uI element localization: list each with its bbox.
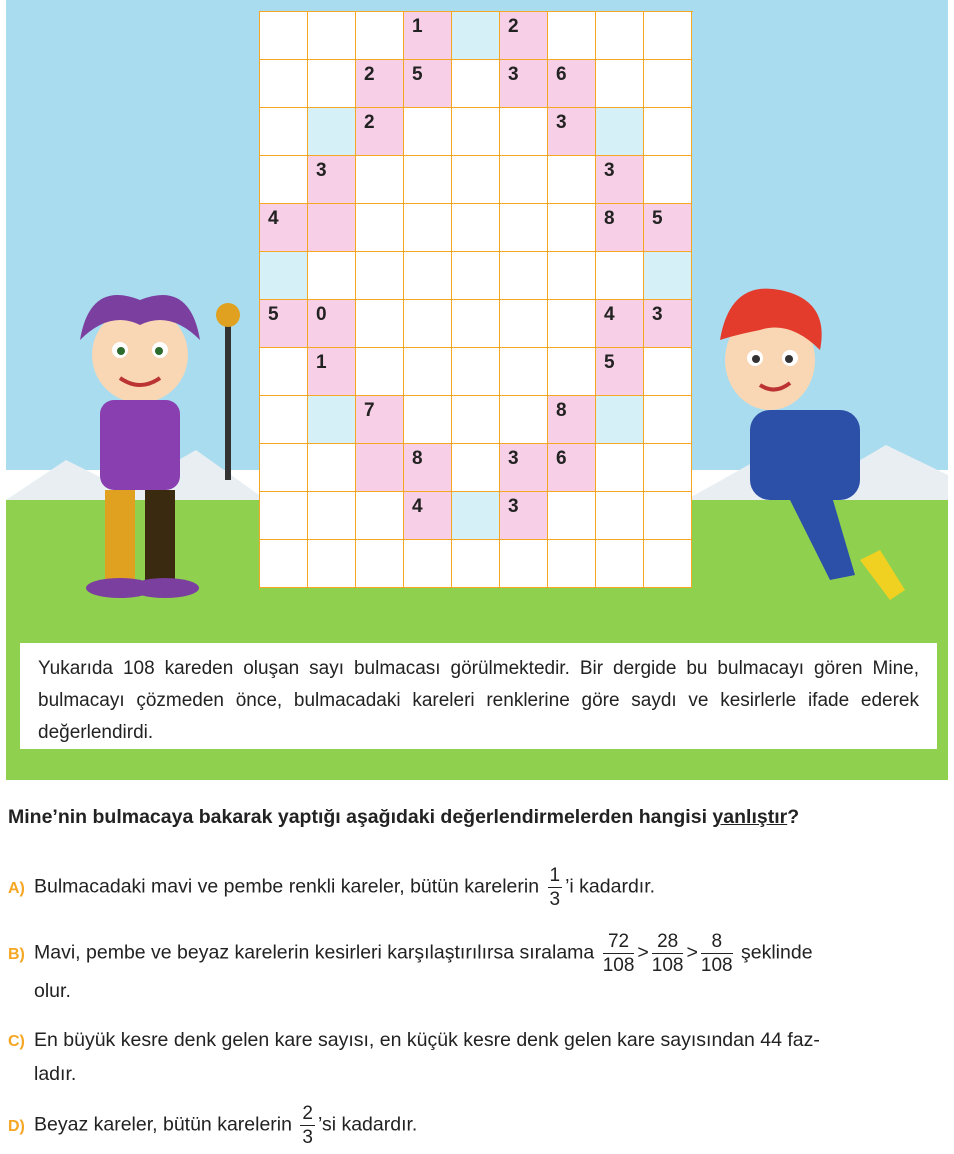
puzzle-cell [548,300,596,348]
puzzle-cell [548,540,596,588]
option-d-frac-den: 3 [302,1127,313,1148]
question-underlined: yanlıştır [712,806,788,828]
puzzle-cell [356,300,404,348]
puzzle-cell [308,492,356,540]
option-b[interactable] [8,932,948,1007]
puzzle-cell [644,444,692,492]
puzzle-cell: 2 [356,60,404,108]
puzzle-cell [260,252,308,300]
puzzle-cell [260,12,308,60]
puzzle-cell: 6 [548,60,596,108]
puzzle-cell [452,12,500,60]
puzzle-cell [452,108,500,156]
boy-illustration [690,280,940,610]
option-d-text-after: ’si kadardır. [317,1113,418,1136]
puzzle-cell: 6 [548,444,596,492]
puzzle-cell: 7 [356,396,404,444]
option-a-frac-num: 1 [549,865,561,886]
puzzle-cell [644,60,692,108]
question-after: ? [787,806,800,828]
option-a-text: Bulmacadaki mavi ve pembe renkli kareler, bütün karelerin [34,875,540,898]
puzzle-cell [308,204,356,252]
puzzle-cell: 5 [260,300,308,348]
puzzle-cell [548,252,596,300]
puzzle-cell [452,348,500,396]
puzzle-cell [452,396,500,444]
puzzle-cell [644,252,692,300]
puzzle-cell: 3 [548,108,596,156]
puzzle-cell [548,492,596,540]
puzzle-cell [308,540,356,588]
question-before: Mine’nin bulmacaya bakarak yaptığı aşağıdaki değerlendirmelerden hangisi [8,806,713,828]
puzzle-cell [260,492,308,540]
puzzle-cell [452,204,500,252]
puzzle-cell [404,396,452,444]
puzzle-cell [308,444,356,492]
puzzle-cell [596,60,644,108]
puzzle-cell: 4 [596,300,644,348]
option-c[interactable] [8,1024,948,1090]
puzzle-cell [356,156,404,204]
option-b-fraction-3 [701,932,733,975]
puzzle-cell [260,156,308,204]
puzzle-cell: 5 [644,204,692,252]
puzzle-cell: 3 [308,156,356,204]
puzzle-cell: 5 [596,348,644,396]
puzzle-cell [500,540,548,588]
puzzle-cell [452,444,500,492]
option-c-line2: ladır. [34,1063,77,1085]
option-b-f2-den: 108 [651,955,684,976]
option-d-fraction [300,1104,315,1147]
option-d[interactable] [8,1104,948,1147]
puzzle-cell: 2 [500,12,548,60]
puzzle-cell [548,12,596,60]
option-a-fraction [548,866,563,909]
puzzle-cell [644,348,692,396]
option-b-text: Mavi, pembe ve beyaz karelerin kesirleri karşılaştırılırsa sıralama [34,941,595,964]
option-a-frac-den: 3 [549,889,561,910]
puzzle-cell [308,60,356,108]
puzzle-cell [308,252,356,300]
puzzle-cell [404,204,452,252]
puzzle-cell [500,252,548,300]
puzzle-cell [548,348,596,396]
puzzle-cell: 1 [404,12,452,60]
jester-illustration [20,270,260,610]
puzzle-cell [356,492,404,540]
option-d-frac-num: 2 [302,1103,313,1124]
puzzle-cell [260,60,308,108]
option-b-f2-num: 28 [652,932,684,954]
puzzle-cell [260,540,308,588]
puzzle-cell [452,300,500,348]
option-b-f3-num: 8 [701,932,733,954]
puzzle-cell [548,156,596,204]
puzzle-cell [596,444,644,492]
puzzle-cell: 8 [404,444,452,492]
option-d-text: Beyaz kareler, bütün karelerin [34,1113,292,1136]
puzzle-cell [500,108,548,156]
puzzle-cell: 3 [596,156,644,204]
puzzle-cell [596,252,644,300]
puzzle-cell [308,12,356,60]
option-b-f1-den: 108 [602,955,635,976]
puzzle-cell [452,540,500,588]
option-b-f1-num: 72 [603,932,635,954]
puzzle-cell [404,348,452,396]
puzzle-cell [644,492,692,540]
puzzle-cell: 3 [500,492,548,540]
puzzle-cell [548,204,596,252]
option-c-line1: En büyük kesre denk gelen kare sayısı, en küçük kesre denk gelen kare sayısından 44 faz- [34,1029,820,1051]
puzzle-cell [644,12,692,60]
puzzle-cell [500,396,548,444]
puzzle-cell [404,108,452,156]
puzzle-cell [500,204,548,252]
puzzle-cell: 2 [356,108,404,156]
puzzle-cell [596,108,644,156]
puzzle-cell [404,252,452,300]
option-b-fraction-1 [603,932,635,975]
puzzle-cell [260,348,308,396]
puzzle-cell [596,492,644,540]
option-a-letter: A) [8,879,25,897]
puzzle-cell: 0 [308,300,356,348]
puzzle-cell [308,396,356,444]
option-b-gt-1: > [637,941,649,964]
puzzle-cell [308,108,356,156]
option-b-text-after: şeklinde [741,941,813,964]
puzzle-cell [452,60,500,108]
puzzle-cell [356,252,404,300]
puzzle-cell [644,540,692,588]
puzzle-cell [404,540,452,588]
puzzle-cell [356,12,404,60]
puzzle-cell [500,348,548,396]
puzzle-cell [404,300,452,348]
puzzle-cell [356,348,404,396]
puzzle-cell: 3 [500,60,548,108]
option-b-fraction-2 [652,932,684,975]
puzzle-cell [596,396,644,444]
puzzle-cell [452,252,500,300]
question-text [8,806,948,829]
puzzle-cell [356,540,404,588]
puzzle-cell: 5 [404,60,452,108]
puzzle-cell [260,108,308,156]
puzzle-cell [356,444,404,492]
puzzle-cell: 8 [548,396,596,444]
option-b-f3-den: 108 [700,955,733,976]
intro-text: Yukarıda 108 kareden oluşan sayı bulmacası görülmektedir. Bir dergide bu bulmacayı gören Mine, bulmacayı çözmeden önce, bulmacadaki kareleri renklerine göre saydı ve kesirlerle ifade ederek değerlendirdi. [20,643,937,749]
puzzle-cell [644,156,692,204]
option-a-text-after: ’i kadardır. [565,875,656,898]
option-b-letter: B) [8,945,25,963]
puzzle-cell: 3 [500,444,548,492]
puzzle-cell [260,444,308,492]
puzzle-cell: 3 [644,300,692,348]
number-puzzle-grid [259,11,693,590]
option-d-letter: D) [8,1117,25,1135]
puzzle-cell [260,396,308,444]
puzzle-cell [452,156,500,204]
option-b-gt-2: > [686,941,698,964]
puzzle-cell [644,108,692,156]
option-a[interactable] [8,866,948,909]
puzzle-cell [500,156,548,204]
puzzle-cell [644,396,692,444]
puzzle-cell [596,540,644,588]
puzzle-cell [500,300,548,348]
puzzle-cell: 4 [404,492,452,540]
puzzle-cell: 1 [308,348,356,396]
option-c-letter: C) [8,1033,25,1050]
puzzle-cell: 8 [596,204,644,252]
puzzle-cell: 4 [260,204,308,252]
puzzle-cell [452,492,500,540]
option-b-line2: olur. [34,980,71,1002]
puzzle-cell [404,156,452,204]
puzzle-cell [356,204,404,252]
puzzle-cell [596,12,644,60]
